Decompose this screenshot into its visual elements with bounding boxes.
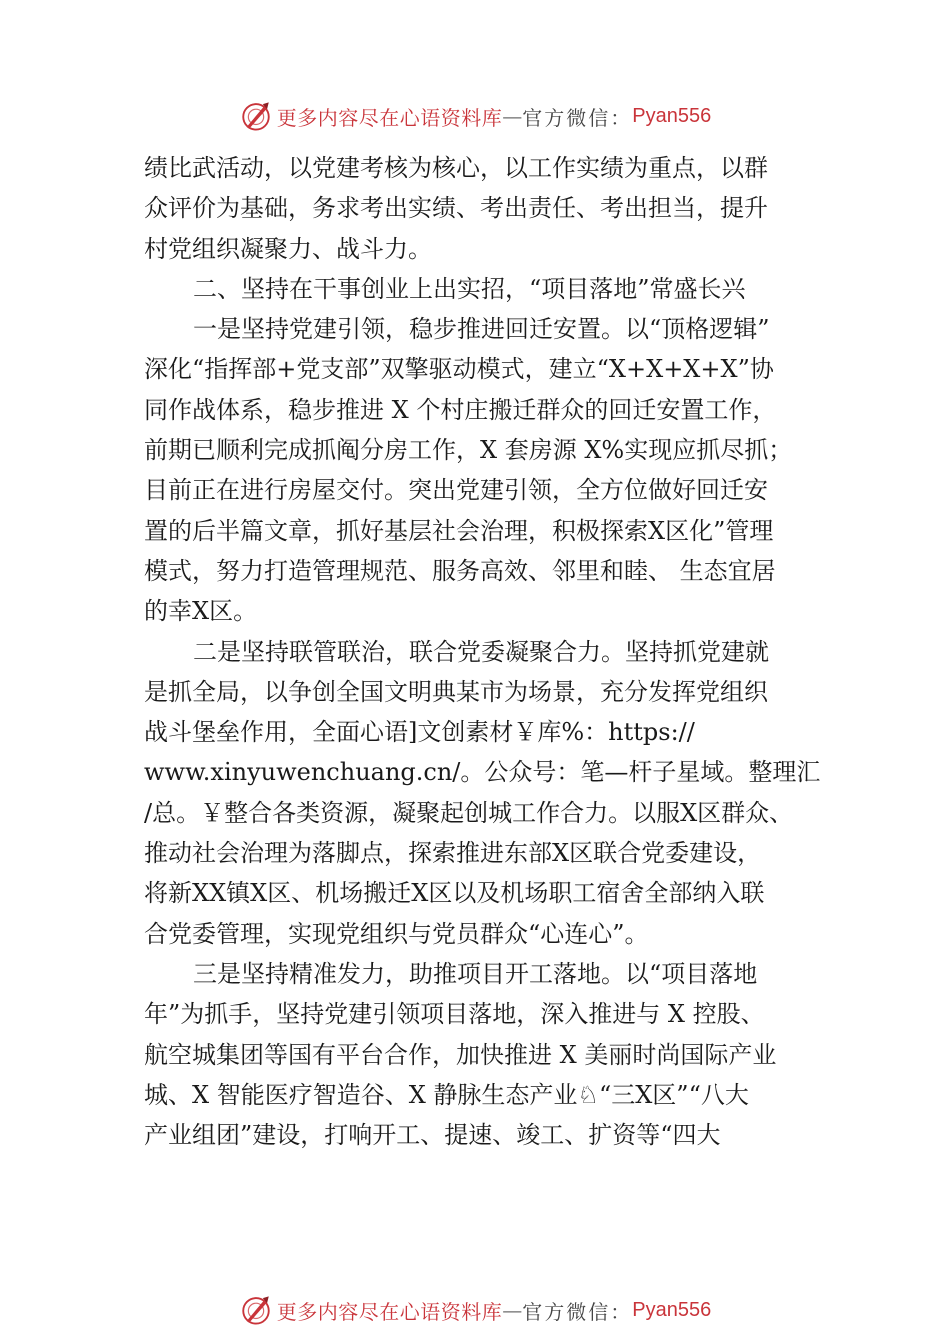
- banner-wechat-id: Pyan556: [632, 104, 712, 127]
- text-line: 前期已顺利完成抓阄分房工作，X 套房源 X%实现应抓尽抓；: [144, 436, 793, 465]
- banner-wechat-id: Pyan556: [632, 1298, 712, 1321]
- text-line: 年”为抓手，坚持党建引领项目落地，深入推进与 X 控股、: [144, 1000, 765, 1029]
- header-banner: [0, 96, 950, 136]
- text-line: 绩比武活动，以党建考核为核心，以工作实绩为重点，以群: [144, 154, 768, 182]
- text-line: www.xinyuwenchuang.cn/。公众号：笔—杆子星域。整理汇: [144, 758, 821, 787]
- banner-library-name: 更多内容尽在心语资料库: [276, 1299, 503, 1324]
- text-line: 将新XX镇X区、机场搬迁X区以及机场职工宿舍全部纳入联: [144, 879, 765, 908]
- library-logo-icon: [239, 1293, 273, 1327]
- text-line: 模式，努力打造管理规范、服务高效、邻里和睦、 生态宜居: [144, 556, 776, 585]
- text-line: 众评价为基础，务求考出实绩、考出责任、考出担当，提升: [144, 194, 768, 223]
- text-line: 的幸X区。: [144, 597, 258, 626]
- banner-wechat-label: 官方微信：: [522, 1299, 633, 1324]
- text-line: 是抓全局，以争创全国文明典某市为场景，充分发挥党组织: [144, 677, 768, 706]
- text-line: 一是坚持党建引领，稳步推进回迁安置。以“顶格逻辑”: [193, 315, 770, 344]
- text-line: 城、X 智能医疗智造谷、X 静脉生态产业♘“三X区”“八大: [144, 1080, 749, 1109]
- text-line: 目前正在进行房屋交付。突出党建引领，全方位做好回迁安: [144, 476, 768, 505]
- banner-separator: —: [502, 104, 523, 128]
- text-line: 同作战体系，稳步推进 X 个村庄搬迁群众的回迁安置工作，: [144, 395, 777, 424]
- text-line: 置的后半篇文章，抓好基层社会治理，积极探索X区化”管理: [144, 516, 774, 545]
- text-line: 战斗堡垒作用，全面心语]文创素材￥库%：https://: [144, 718, 695, 747]
- text-line: 合党委管理，实现党组织与党员群众“心连心”。: [144, 919, 649, 948]
- text-line: 三是坚持精准发力，助推项目开工落地。以“项目落地: [193, 959, 758, 988]
- text-line: /总。￥整合各类资源，凝聚起创城工作合力。以服X区群众、: [144, 798, 794, 827]
- text-line: 二是坚持联管联治，联合党委凝聚合力。坚持抓党建就: [193, 637, 769, 666]
- library-logo-icon: [239, 99, 273, 133]
- banner-library-name: 更多内容尽在心语资料库: [276, 105, 503, 130]
- text-line: 村党组织凝聚力、战斗力。: [144, 234, 432, 263]
- text-line: 深化“指挥部+党支部”双擎驱动模式，建立“X+X+X+X”协: [144, 355, 774, 384]
- banner-separator: —: [502, 1298, 523, 1322]
- banner-wechat-label: 官方微信：: [522, 105, 633, 130]
- section-heading: 二、坚持在干事创业上出实招，“项目落地”常盛长兴: [193, 274, 746, 303]
- document-body: [144, 148, 834, 1155]
- text-line: 航空城集团等国有平台合作，加快推进 X 美丽时尚国际产业: [144, 1040, 777, 1069]
- text-line: 推动社会治理为落脚点，探索推进东部X区联合党委建设，: [144, 839, 762, 868]
- text-line: 产业组团”建设，打响开工、提速、竣工、扩资等“四大: [144, 1121, 721, 1150]
- footer-banner: [0, 1290, 950, 1330]
